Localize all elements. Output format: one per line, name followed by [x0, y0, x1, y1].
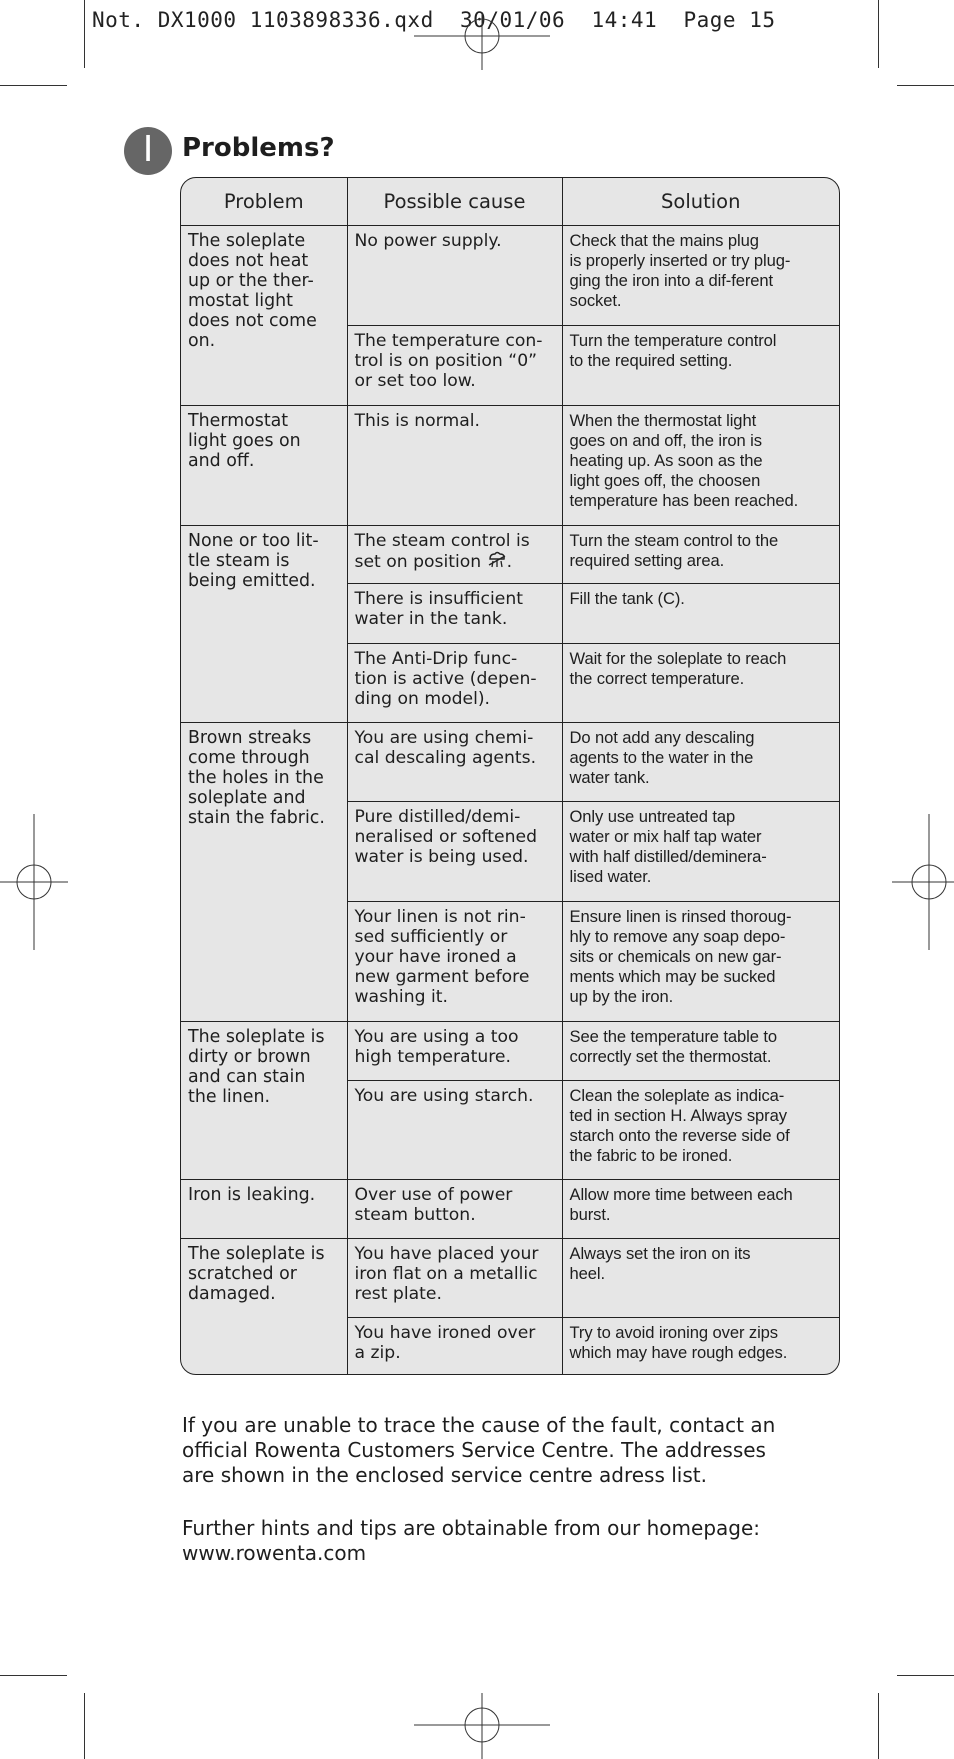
- section-title: Problems?: [182, 133, 335, 163]
- table-row: [181, 1022, 839, 1081]
- table-row: [181, 1239, 839, 1318]
- problem-cell: Thermostat light goes on and off.: [181, 406, 347, 526]
- slug-date: 30/01/06: [460, 8, 566, 32]
- cause-cell: You are using starch.: [347, 1081, 562, 1180]
- header-cause: Possible cause: [347, 178, 562, 226]
- cause-cell: There is insufficient water in the tank.: [347, 584, 562, 644]
- solution-cell: Check that the mains plug is properly inserted or try plug- ging the iron into a dif-ferent socket.: [562, 226, 839, 326]
- service-centre-note: If you are unable to trace the cause of the fault, contact an official Rowenta Customers Service Centre. The addresses are shown in the enclosed service centre adress list.: [182, 1413, 776, 1487]
- solution-cell: Ensure linen is rinsed thoroug- hly to remove any soap depo- sits or chemicals on new gar- ments which may be sucked up by the iron.: [562, 902, 839, 1022]
- registration-mark: [892, 814, 954, 950]
- solution-cell: When the thermostat light goes on and off, the iron is heating up. As soon as the light goes off, the choosen temperature has been reached.: [562, 406, 839, 526]
- cause-cell: You are using a too high temperature.: [347, 1022, 562, 1081]
- header-problem: Problem: [181, 178, 347, 226]
- problem-cell: Iron is leaking.: [181, 1180, 347, 1239]
- solution-cell: Fill the tank (C).: [562, 584, 839, 644]
- table-row: [181, 226, 839, 326]
- solution-cell: See the temperature table to correctly set the thermostat.: [562, 1022, 839, 1081]
- crop-mark: [897, 85, 954, 86]
- cause-cell: The temperature con- trol is on position “0” or set too low.: [347, 326, 562, 406]
- solution-cell: Allow more time between each burst.: [562, 1180, 839, 1239]
- problem-cell: The soleplate does not heat up or the ther- mostat light does not come on.: [188, 231, 317, 351]
- homepage-note: Further hints and tips are obtainable from our homepage: www.rowenta.com: [182, 1516, 761, 1565]
- cause-cell: This is normal.: [347, 406, 562, 526]
- registration-mark: [0, 814, 68, 950]
- troubleshooting-table: [180, 177, 840, 1375]
- solution-cell: Always set the iron on its heel.: [562, 1239, 839, 1318]
- section-letter-badge: I: [124, 127, 172, 175]
- problem-cell: None or too lit- tle steam is being emitted.: [181, 526, 347, 723]
- slug-file: Not. DX1000 1103898336.qxd: [92, 8, 434, 32]
- problem-cell: The soleplate is dirty or brown and can stain the linen.: [181, 1022, 347, 1180]
- cause-cell: Over use of power steam button.: [347, 1180, 562, 1239]
- crop-mark: [84, 0, 85, 68]
- header-solution: Solution: [562, 178, 839, 226]
- problem-cell: Brown streaks come through the holes in the soleplate and stain the fabric.: [181, 723, 347, 1022]
- solution-cell: Only use untreated tap water or mix half tap water with half distilled/deminera- lised water.: [562, 802, 839, 902]
- cause-cell: Pure distilled/demi- neralised or softened water is being used.: [347, 802, 562, 902]
- table-row: [181, 1180, 839, 1239]
- cause-cell: You are using chemi- cal descaling agents.: [347, 723, 562, 802]
- solution-cell: Turn the steam control to the required setting area.: [562, 526, 839, 584]
- crop-mark: [897, 1675, 954, 1676]
- slug-page: Page 15: [683, 8, 776, 32]
- registration-mark: [414, 1693, 550, 1759]
- table-row: [181, 406, 839, 526]
- cause-cell: You have ironed over a zip.: [347, 1318, 562, 1375]
- no-steam-icon: [487, 551, 507, 569]
- cause-cell: The steam control is set on position .: [347, 526, 562, 584]
- solution-cell: Try to avoid ironing over zips which may have rough edges.: [562, 1318, 839, 1375]
- table-row: [181, 723, 839, 802]
- cause-cell: You have placed your iron flat on a metallic rest plate.: [347, 1239, 562, 1318]
- solution-cell: Clean the soleplate as indica- ted in section H. Always spray starch onto the reverse side of the fabric to be ironed.: [562, 1081, 839, 1180]
- crop-mark: [0, 1675, 67, 1676]
- slug-time: 14:41: [591, 8, 658, 32]
- registration-mark: [414, 12, 550, 70]
- problem-cell: The soleplate is scratched or damaged.: [181, 1239, 347, 1375]
- crop-mark: [84, 1693, 85, 1759]
- cause-cell: No power supply.: [347, 226, 562, 326]
- crop-mark: [0, 85, 67, 86]
- solution-cell: Turn the temperature control to the required setting.: [562, 326, 839, 406]
- crop-mark: [878, 1693, 879, 1759]
- solution-cell: Wait for the soleplate to reach the correct temperature.: [562, 644, 839, 723]
- table-row: [181, 526, 839, 584]
- cause-cell: The Anti-Drip func- tion is active (depen- ding on model).: [347, 644, 562, 723]
- solution-cell: Do not add any descaling agents to the water in the water tank.: [562, 723, 839, 802]
- crop-mark: [878, 0, 879, 68]
- cause-cell: Your linen is not rin- sed sufficiently or your have ironed a new garment before washing it.: [347, 902, 562, 1022]
